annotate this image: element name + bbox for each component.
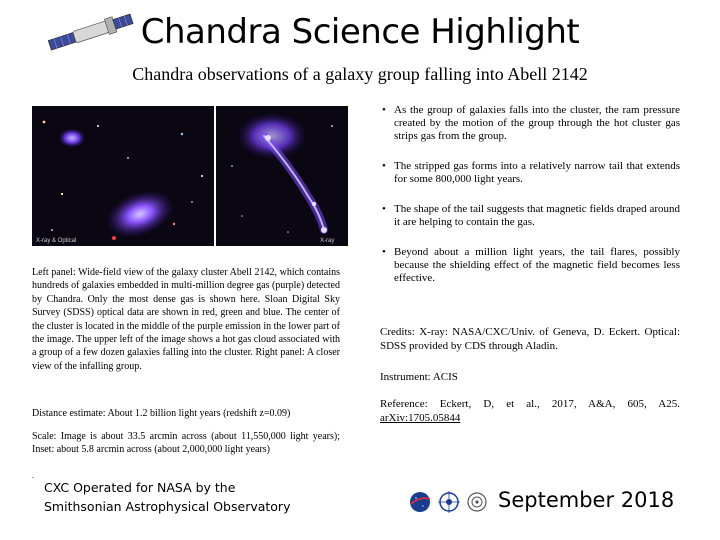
left-panel-label: X-ray & Optical: [36, 238, 77, 244]
right-panel: [216, 106, 348, 246]
highlight-bullets: [380, 104, 680, 302]
publication-date: September 2018: [498, 488, 675, 512]
bullet-item: • Beyond about a million light years, the tail flares, possibly because the shielding effect of the magnetic field becomes less effective.: [380, 246, 680, 285]
galaxy-figure: [32, 106, 348, 246]
arxiv-link[interactable]: arXiv:1705.05844: [380, 412, 461, 424]
bullet-item: • As the group of galaxies falls into the cluster, the ram pressure created by the motion of the group through the hot cluster gas strips gas from the group.: [380, 104, 680, 143]
reference: [380, 397, 680, 425]
stray-dot: .: [32, 471, 34, 480]
cxc-line-2: Smithsonian Astrophysical Observatory: [44, 499, 291, 514]
figure-caption: Left panel: Wide-field view of the galaxy cluster Abell 2142, which contains hundreds of galaxies embedded in multi-million degree gas (purple) detected by Chandra. Only the most dense gas is shown here. Sloan Digital Sky Survey (SDSS) optical data are shown in red, green and blue. The center of the cluster is located in the middle of the purple emission in the lower part of the image. The upper left of the image shows a hot gas cloud associated with a group of a few dozen galaxies falling into the cluster. Right panel: A closer view of the infalling group.: [32, 267, 340, 372]
image-credits: Credits: X-ray: NASA/CXC/Univ. of Geneva, D. Eckert. Optical: SDSS provided by CDS through Aladin.: [380, 326, 680, 352]
bullet-item: • The stripped gas forms into a relatively narrow tail that extends for some 800,000 light years.: [380, 160, 680, 186]
instrument: Instrument: ACIS: [380, 371, 458, 383]
cxc-line-1: CXC Operated for NASA by the: [44, 480, 236, 495]
cxc-logo-icon: [468, 493, 486, 511]
bullet-item: • The shape of the tail suggests that magnetic fields draped around it are helping to contain the gas.: [380, 203, 680, 229]
scale-note: Scale: Image is about 33.5 arcmin across (about 11,550,000 light years); Inset: about 5.8 arcmin across (about 2,000,000 light years): [32, 431, 340, 456]
distance-estimate: Distance estimate: About 1.2 billion light years (redshift z=0.09): [32, 408, 291, 419]
agency-logos: [408, 488, 490, 516]
left-panel: [32, 106, 214, 246]
page-subtitle: Chandra observations of a galaxy group falling into Abell 2142: [132, 64, 588, 84]
page-title: Chandra Science Highlight: [140, 12, 580, 52]
reference-text: Reference: Eckert, D, et al., 2017, A&A, 605, A25.: [380, 398, 680, 410]
cxc-operator-credit: [44, 478, 290, 516]
right-panel-label: X-ray: [320, 238, 335, 244]
smithsonian-logo-icon: [438, 491, 460, 513]
nasa-logo-icon: [410, 492, 430, 512]
